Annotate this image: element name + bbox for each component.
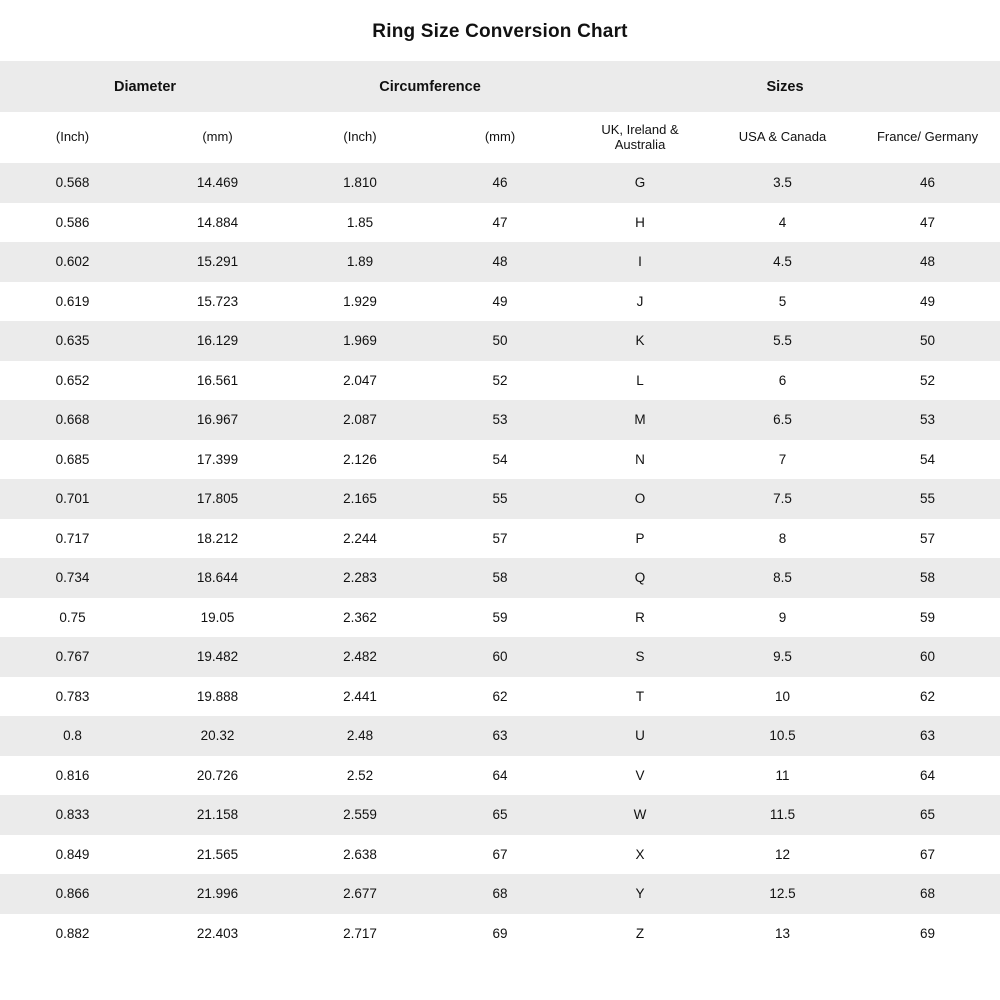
table-cell: H bbox=[635, 214, 645, 230]
table-cell: L bbox=[636, 372, 644, 388]
table-cell: 2.638 bbox=[343, 846, 377, 862]
table-cell: 1.89 bbox=[346, 254, 374, 270]
table-cell: 8.5 bbox=[773, 570, 792, 586]
table-cell: 0.668 bbox=[55, 412, 90, 428]
table-cell: K bbox=[635, 333, 645, 349]
table-row bbox=[0, 519, 1000, 559]
table-cell: 19.05 bbox=[200, 609, 235, 625]
table-cell: 6 bbox=[778, 372, 787, 388]
table-cell: 13 bbox=[775, 925, 791, 941]
table-cell: 65 bbox=[920, 807, 936, 823]
table-cell: 2.717 bbox=[343, 925, 377, 941]
table-cell: 57 bbox=[920, 530, 936, 546]
table-cell: 47 bbox=[920, 214, 936, 230]
table-cell: 0.701 bbox=[55, 491, 90, 507]
table-cell: 4.5 bbox=[773, 254, 792, 270]
table-cell: V bbox=[635, 767, 645, 783]
table-cell: 0.717 bbox=[55, 530, 90, 546]
table-cell: 53 bbox=[920, 412, 936, 428]
table-cell: 46 bbox=[920, 175, 936, 191]
table-cell: 54 bbox=[920, 451, 936, 467]
table-cell: 2.047 bbox=[343, 372, 377, 388]
table-cell: 49 bbox=[920, 293, 936, 309]
table-cell: Z bbox=[635, 925, 645, 941]
table-cell: 47 bbox=[492, 214, 508, 230]
table-row bbox=[0, 282, 1000, 322]
table-cell: 3.5 bbox=[773, 175, 792, 191]
table-cell: 0.75 bbox=[59, 609, 86, 625]
table-cell: 14.469 bbox=[196, 175, 239, 191]
table-cell: I bbox=[638, 254, 642, 270]
table-cell: 65 bbox=[492, 807, 508, 823]
table-cell: 0.783 bbox=[55, 688, 90, 704]
table-cell: 57 bbox=[492, 530, 508, 546]
table-cell: 20.726 bbox=[196, 767, 239, 783]
table-cell: 19.888 bbox=[196, 688, 239, 704]
table-cell: 58 bbox=[492, 570, 508, 586]
table-cell: 9.5 bbox=[773, 649, 792, 665]
table-cell: 59 bbox=[920, 609, 936, 625]
table-cell: 63 bbox=[920, 728, 936, 744]
table-cell: 48 bbox=[492, 254, 508, 270]
table-cell: 53 bbox=[492, 412, 508, 428]
table-cell: G bbox=[634, 175, 646, 191]
table-cell: 69 bbox=[920, 925, 936, 941]
table-row bbox=[0, 163, 1000, 203]
table-head bbox=[0, 61, 1000, 163]
table-row bbox=[0, 440, 1000, 480]
table-sub-header-row bbox=[0, 112, 1000, 163]
table-cell: 2.165 bbox=[343, 491, 377, 507]
table-cell: U bbox=[635, 728, 645, 744]
table-cell: 58 bbox=[920, 570, 936, 586]
table-row bbox=[0, 479, 1000, 519]
table-cell: 6.5 bbox=[773, 412, 792, 428]
sub-header-uk-ireland-australia: UK, Ireland & Australia bbox=[601, 121, 679, 152]
table-cell: X bbox=[635, 846, 645, 862]
table-cell: 19.482 bbox=[196, 649, 239, 665]
table-cell: 2.48 bbox=[346, 728, 374, 744]
table-cell: 64 bbox=[492, 767, 508, 783]
table-cell: 0.586 bbox=[55, 214, 90, 230]
table-cell: 17.805 bbox=[196, 491, 239, 507]
table-cell: 22.403 bbox=[196, 925, 239, 941]
table-cell: 18.212 bbox=[196, 530, 239, 546]
table-cell: 7 bbox=[778, 451, 787, 467]
table-cell: 52 bbox=[492, 372, 508, 388]
sub-header-france-germany: France/ Germany bbox=[876, 129, 979, 145]
table-cell: 2.126 bbox=[343, 451, 377, 467]
table-cell: 1.929 bbox=[343, 293, 377, 309]
table-row bbox=[0, 637, 1000, 677]
table-cell: 0.635 bbox=[55, 333, 90, 349]
table-cell: 1.969 bbox=[343, 333, 377, 349]
table-cell: 5.5 bbox=[773, 333, 792, 349]
table-row bbox=[0, 677, 1000, 717]
sub-header-diameter-inch: (Inch) bbox=[55, 129, 90, 145]
table-cell: R bbox=[635, 609, 645, 625]
table-cell: 4 bbox=[778, 214, 787, 230]
table-cell: W bbox=[633, 807, 647, 823]
table-cell: 15.723 bbox=[196, 293, 239, 309]
table-cell: 1.85 bbox=[346, 214, 374, 230]
sub-header-usa-canada: USA & Canada bbox=[738, 129, 827, 145]
table-cell: 55 bbox=[920, 491, 936, 507]
table-cell: 60 bbox=[920, 649, 936, 665]
table-cell: 48 bbox=[920, 254, 936, 270]
table-cell: 0.568 bbox=[55, 175, 90, 191]
table-row bbox=[0, 835, 1000, 875]
table-cell: 20.32 bbox=[200, 728, 235, 744]
table-cell: 60 bbox=[492, 649, 508, 665]
table-cell: 2.283 bbox=[343, 570, 377, 586]
group-header-diameter: Diameter bbox=[113, 78, 177, 95]
table-cell: 9 bbox=[778, 609, 787, 625]
table-cell: 10.5 bbox=[769, 728, 796, 744]
sub-header-diameter-mm: (mm) bbox=[202, 129, 233, 145]
group-header-circumference: Circumference bbox=[379, 78, 481, 95]
table-cell: 0.816 bbox=[55, 767, 90, 783]
table-cell: 16.967 bbox=[196, 412, 239, 428]
table-cell: N bbox=[635, 451, 645, 467]
ring-size-table bbox=[0, 61, 1000, 953]
table-row bbox=[0, 874, 1000, 914]
table-cell: 0.882 bbox=[55, 925, 90, 941]
table-cell: 55 bbox=[492, 491, 508, 507]
table-cell: 59 bbox=[492, 609, 508, 625]
table-row bbox=[0, 203, 1000, 243]
table-cell: 0.849 bbox=[55, 846, 90, 862]
table-cell: 0.734 bbox=[55, 570, 90, 586]
table-row bbox=[0, 716, 1000, 756]
table-cell: 64 bbox=[920, 767, 936, 783]
table-cell: M bbox=[634, 412, 646, 428]
table-cell: 21.565 bbox=[196, 846, 239, 862]
table-cell: P bbox=[635, 530, 645, 546]
table-cell: 0.685 bbox=[55, 451, 90, 467]
table-cell: 0.8 bbox=[63, 728, 82, 744]
table-cell: 68 bbox=[920, 886, 936, 902]
table-cell: 0.866 bbox=[55, 886, 90, 902]
sub-header-circumference-inch: (Inch) bbox=[343, 129, 377, 145]
table-cell: 2.559 bbox=[343, 807, 377, 823]
table-cell: S bbox=[635, 649, 645, 665]
table-cell: 62 bbox=[492, 688, 508, 704]
page-title: Ring Size Conversion Chart bbox=[372, 21, 628, 42]
table-row bbox=[0, 756, 1000, 796]
table-cell: Y bbox=[635, 886, 645, 902]
table-row bbox=[0, 361, 1000, 401]
table-body bbox=[0, 163, 1000, 953]
table-row bbox=[0, 795, 1000, 835]
table-cell: J bbox=[636, 293, 644, 309]
table-cell: 12.5 bbox=[769, 886, 796, 902]
table-cell: 17.399 bbox=[196, 451, 239, 467]
table-cell: 2.362 bbox=[343, 609, 377, 625]
table-row bbox=[0, 558, 1000, 598]
table-cell: 52 bbox=[920, 372, 936, 388]
table-cell: O bbox=[634, 491, 646, 507]
table-cell: 14.884 bbox=[196, 214, 239, 230]
table-row bbox=[0, 242, 1000, 282]
table-cell: 16.561 bbox=[196, 372, 239, 388]
table-row bbox=[0, 400, 1000, 440]
group-header-sizes: Sizes bbox=[766, 78, 804, 95]
table-cell: 2.52 bbox=[346, 767, 374, 783]
table-cell: 5 bbox=[778, 293, 787, 309]
table-cell: 46 bbox=[492, 175, 508, 191]
table-cell: 69 bbox=[492, 925, 508, 941]
table-row bbox=[0, 598, 1000, 638]
table-cell: 21.996 bbox=[196, 886, 239, 902]
table-cell: 63 bbox=[492, 728, 508, 744]
table-cell: 0.619 bbox=[55, 293, 90, 309]
table-cell: 2.244 bbox=[343, 530, 377, 546]
table-cell: 2.087 bbox=[343, 412, 377, 428]
table-cell: 18.644 bbox=[196, 570, 239, 586]
table-cell: 8 bbox=[778, 530, 787, 546]
table-cell: 21.158 bbox=[196, 807, 239, 823]
table-cell: 10 bbox=[775, 688, 791, 704]
table-cell: 67 bbox=[920, 846, 936, 862]
table-cell: 54 bbox=[492, 451, 508, 467]
table-cell: 2.677 bbox=[343, 886, 377, 902]
table-row bbox=[0, 914, 1000, 954]
table-cell: 11 bbox=[775, 767, 790, 783]
table-cell: Q bbox=[634, 570, 646, 586]
table-cell: 7.5 bbox=[773, 491, 792, 507]
table-cell: 2.482 bbox=[343, 649, 377, 665]
table-cell: 2.441 bbox=[343, 688, 377, 704]
table-cell: 0.833 bbox=[55, 807, 90, 823]
table-cell: 50 bbox=[492, 333, 508, 349]
table-cell: 0.602 bbox=[55, 254, 90, 270]
table-row bbox=[0, 321, 1000, 361]
table-cell: 16.129 bbox=[196, 333, 239, 349]
table-cell: 50 bbox=[920, 333, 936, 349]
table-cell: T bbox=[635, 688, 645, 704]
table-cell: 67 bbox=[492, 846, 508, 862]
table-cell: 68 bbox=[492, 886, 508, 902]
table-cell: 15.291 bbox=[196, 254, 239, 270]
sub-header-circumference-mm: (mm) bbox=[484, 129, 516, 145]
table-cell: 11.5 bbox=[769, 807, 796, 823]
table-cell: 62 bbox=[920, 688, 936, 704]
table-group-header-row bbox=[0, 61, 1000, 112]
table-cell: 0.652 bbox=[55, 372, 90, 388]
table-cell: 0.767 bbox=[55, 649, 90, 665]
table-cell: 1.810 bbox=[343, 175, 377, 191]
table-cell: 49 bbox=[492, 293, 508, 309]
table-cell: 12 bbox=[775, 846, 791, 862]
